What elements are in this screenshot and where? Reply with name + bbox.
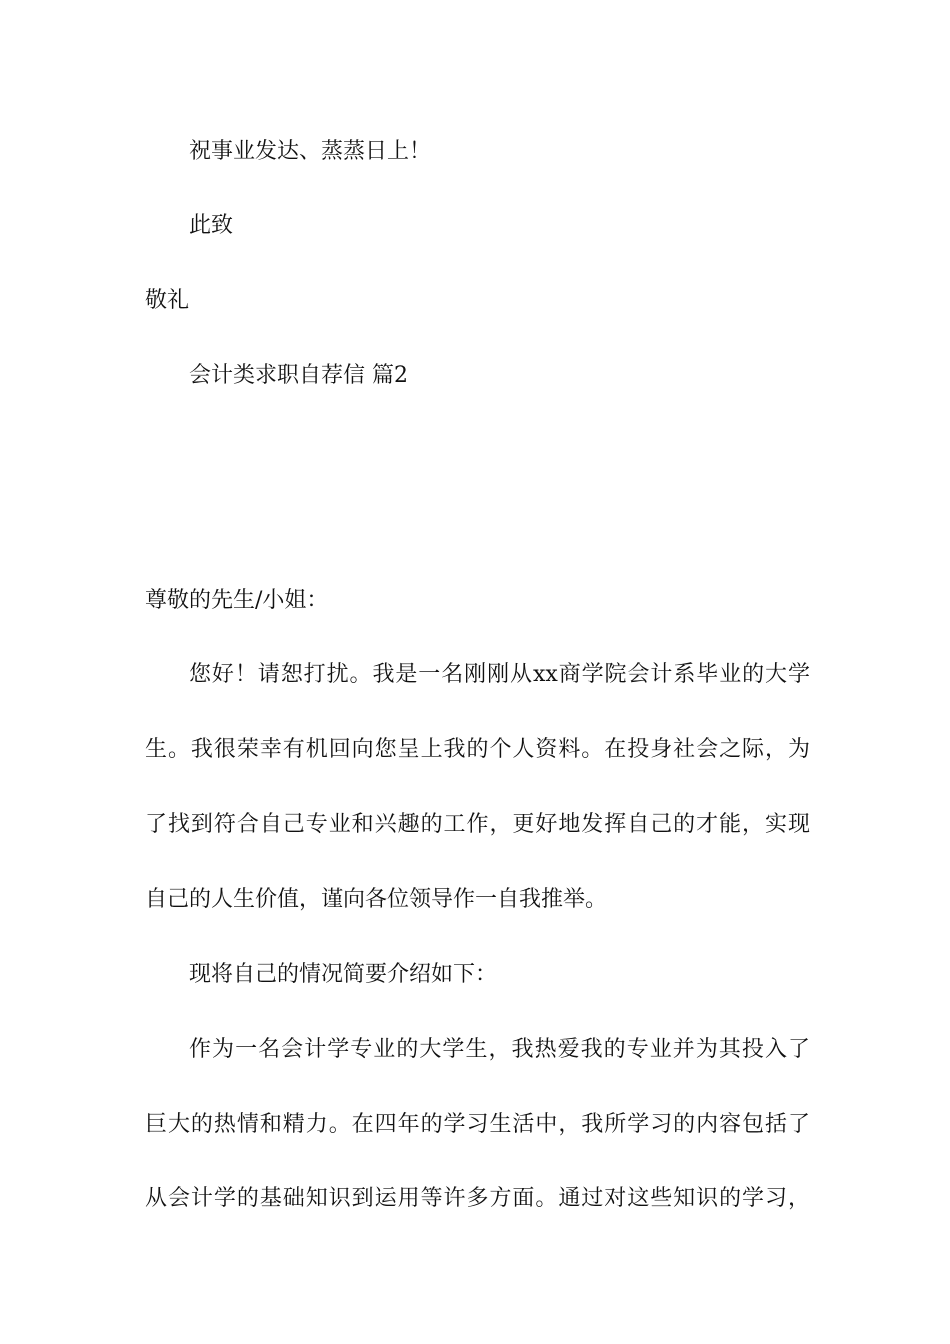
closing-wish: 祝事业发达、蒸蒸日上！ — [189, 139, 432, 164]
section-heading: 会计类求职自荐信 篇2 — [189, 363, 408, 388]
paragraph-3-line-2: 巨大的热情和精力。在四年的学习生活中，我所学习的内容包括了 — [145, 1112, 810, 1137]
paragraph-1-line-1: 您好！请恕打扰。我是一名刚刚从xx商学院会计系毕业的大学 — [189, 662, 810, 687]
greeting: 尊敬的先生/小姐： — [145, 588, 329, 613]
paragraph-1-line-3: 了找到符合自己专业和兴趣的工作，更好地发挥自己的才能，实现 — [145, 812, 810, 837]
paragraph-3-line-3: 从会计学的基础知识到运用等许多方面。通过对这些知识的学习， — [145, 1186, 810, 1211]
paragraph-2: 现将自己的情况简要介绍如下： — [189, 962, 498, 987]
paragraph-1-line-2: 生。我很荣幸有机回向您呈上我的个人资料。在投身社会之际，为 — [145, 737, 810, 762]
paragraph-1-line-4: 自己的人生价值，谨向各位领导作一自我推举。 — [145, 887, 608, 912]
paragraph-3-line-1: 作为一名会计学专业的大学生，我热爱我的专业并为其投入了 — [189, 1037, 810, 1062]
salutation-cizhi: 此致 — [189, 213, 234, 238]
salutation-jingli: 敬礼 — [145, 288, 190, 313]
